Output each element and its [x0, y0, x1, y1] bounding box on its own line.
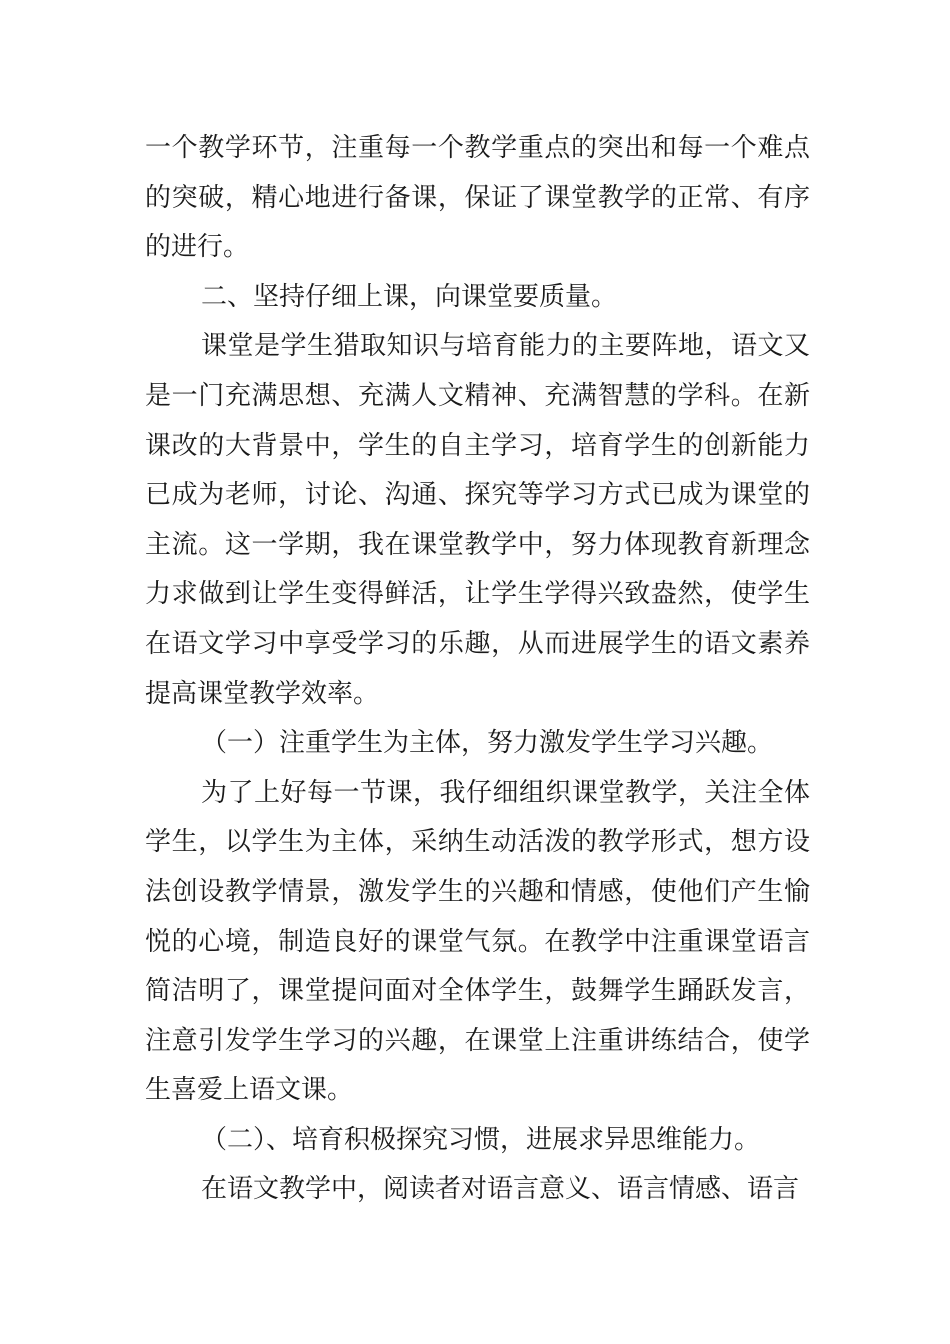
paragraph-lessons: 为了上好每一节课，我仔细组织课堂教学，关注全体学生，以学生为主体，采纳生动活泼的教学形式，想方设法创设教学情景，激发学生的兴趣和情感，使他们产生愉悦的心境，制造良好的课堂气氛。在教学中注重课堂语言简洁明了，课堂提问面对全体学生，鼓舞学生踊跃发言，注意引发学生学习的兴趣，在课堂上注重讲练结合，使学生喜爱上语文课。 — [145, 777, 810, 1106]
section-heading-2: 二、坚持仔细上课，向课堂要质量。 — [201, 281, 618, 312]
paragraph-1: 一个教学环节，注重每一个教学重点的突出和每一个难点的突破，精心地进行备课，保证了课堂教学的正常、有序的进行。 — [145, 133, 810, 263]
document-body — [145, 124, 810, 1215]
paragraph-classroom: 课堂是学生猎取知识与培育能力的主要阵地，语文又是一门充满思想、充满人文精神、充满智慧的学科。在新课改的大背景中，学生的自主学习，培育学生的创新能力已成为老师，讨论、沟通、探究等学习方式已成为课堂的主流。这一学期，我在课堂教学中，努力体现教育新理念力求做到让学生变得鲜活，让学生学得兴致盎然，使学生在语文学习中享受学习的乐趣，从而进展学生的语文素养提高课堂教学效率。 — [145, 331, 810, 709]
subsection-heading-2: （二）、培育积极探究习惯，进展求异思维能力。 — [201, 1124, 761, 1155]
paragraph-reading: 在语文教学中，阅读者对语言意义、语言情感、语言 — [201, 1174, 800, 1205]
subsection-heading-1: （一）注重学生为主体，努力激发学生学习兴趣。 — [201, 728, 774, 759]
